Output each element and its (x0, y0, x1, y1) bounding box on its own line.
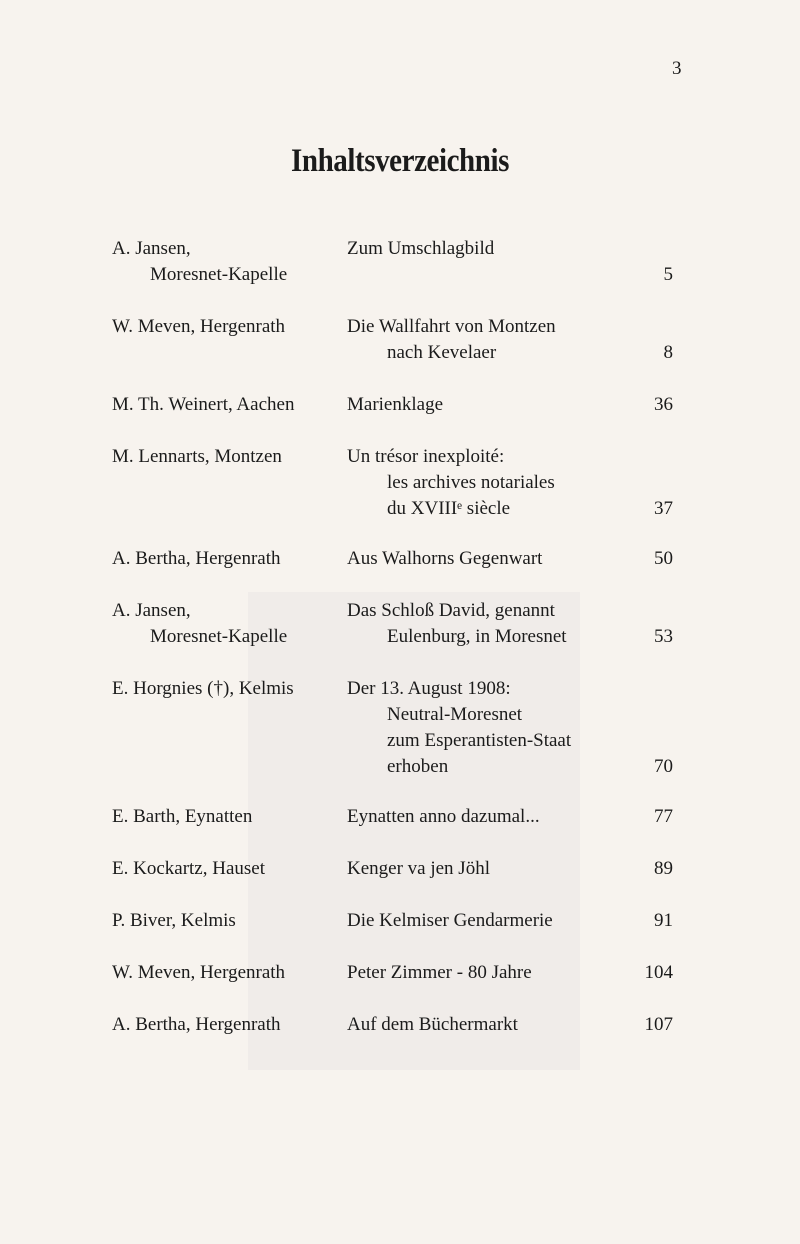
toc-author (112, 908, 342, 934)
toc-article-title (347, 236, 647, 262)
toc-article-title (347, 960, 647, 986)
toc-article-title-line: Eynatten anno dazumal... (347, 806, 540, 827)
toc-author-line: E. Barth, Eynatten (112, 806, 253, 827)
toc-author-line: W. Meven, Hergenrath (112, 316, 286, 337)
toc-author-line: W. Meven, Hergenrath (112, 962, 286, 983)
toc-page-number: 5 (663, 264, 673, 285)
toc-author-line: Moresnet-Kapelle (150, 626, 288, 647)
toc-article-title (347, 856, 647, 882)
toc-page-number: 107 (644, 1014, 673, 1035)
toc-author (112, 960, 342, 986)
toc-article-title-line: Peter Zimmer - 80 Jahre (347, 962, 532, 983)
toc-article-title (347, 444, 647, 522)
page-number: 3 (672, 58, 682, 79)
toc-article-title-line: Die Wallfahrt von Montzen (347, 316, 556, 337)
toc-author-line: A. Bertha, Hergenrath (112, 548, 281, 569)
toc-page-number: 89 (654, 858, 673, 879)
toc-page-number: 91 (654, 910, 673, 931)
toc-author (112, 392, 342, 418)
toc-author (112, 546, 342, 572)
toc-article-title-line: les archives notariales (387, 472, 555, 493)
toc-author-line: E. Horgnies (†), Kelmis (112, 678, 294, 699)
toc-article-title-line: Der 13. August 1908: (347, 678, 511, 699)
toc-article-title-line: Kenger va jen Jöhl (347, 858, 490, 879)
toc-author-line: Moresnet-Kapelle (150, 264, 288, 285)
toc-article-title (347, 598, 647, 650)
toc-page-number: 77 (654, 806, 673, 827)
toc-article-title (347, 392, 647, 418)
toc-article-title-line: zum Esperantisten-Staat (387, 730, 572, 751)
toc-author (112, 598, 342, 650)
toc-article-title-line: du XVIIIᵉ siècle (387, 498, 511, 519)
toc-author-line: A. Bertha, Hergenrath (112, 1014, 281, 1035)
toc-page-number: 8 (663, 342, 673, 363)
toc-author (112, 236, 342, 288)
toc-author (112, 1012, 342, 1038)
toc-author (112, 314, 342, 340)
toc-article-title-line: Auf dem Büchermarkt (347, 1014, 518, 1035)
toc-article-title-line: Aus Walhorns Gegenwart (347, 548, 543, 569)
toc-author-line: P. Biver, Kelmis (112, 910, 236, 931)
toc-page-number: 53 (654, 626, 673, 647)
toc-article-title-line: Zum Umschlagbild (347, 238, 495, 259)
toc-page-number: 50 (654, 548, 673, 569)
toc-author-line: M. Lennarts, Montzen (112, 446, 282, 467)
toc-author-line: E. Kockartz, Hauset (112, 858, 265, 879)
toc-author-line: A. Jansen, (112, 238, 191, 259)
toc-article-title-line: Un trésor inexploité: (347, 446, 505, 467)
toc-author (112, 804, 342, 830)
toc-article-title (347, 1012, 647, 1038)
toc-article-title (347, 908, 647, 934)
bleed-through-image (248, 592, 580, 1070)
toc-article-title-line: nach Kevelaer (387, 342, 497, 363)
toc-page-number: 104 (644, 962, 673, 983)
toc-article-title (347, 676, 647, 780)
toc-author (112, 444, 342, 470)
toc-page-number: 37 (654, 498, 673, 519)
toc-article-title (347, 546, 647, 572)
toc-author-line: A. Jansen, (112, 600, 191, 621)
toc-article-title-line: Eulenburg, in Moresnet (387, 626, 567, 647)
toc-author-line: M. Th. Weinert, Aachen (112, 394, 295, 415)
toc-article-title (347, 804, 647, 830)
toc-author (112, 856, 342, 882)
page-title: Inhaltsverzeichnis (291, 143, 509, 179)
toc-article-title (347, 314, 647, 366)
toc-article-title-line: Neutral-Moresnet (387, 704, 523, 725)
toc-author (112, 676, 342, 702)
toc-article-title-line: Die Kelmiser Gendarmerie (347, 910, 553, 931)
toc-article-title-line: erhoben (387, 756, 449, 777)
toc-article-title-line: Marienklage (347, 394, 444, 415)
toc-page-number: 36 (654, 394, 673, 415)
toc-page-number: 70 (654, 756, 673, 777)
toc-article-title-line: Das Schloß David, genannt (347, 600, 555, 621)
